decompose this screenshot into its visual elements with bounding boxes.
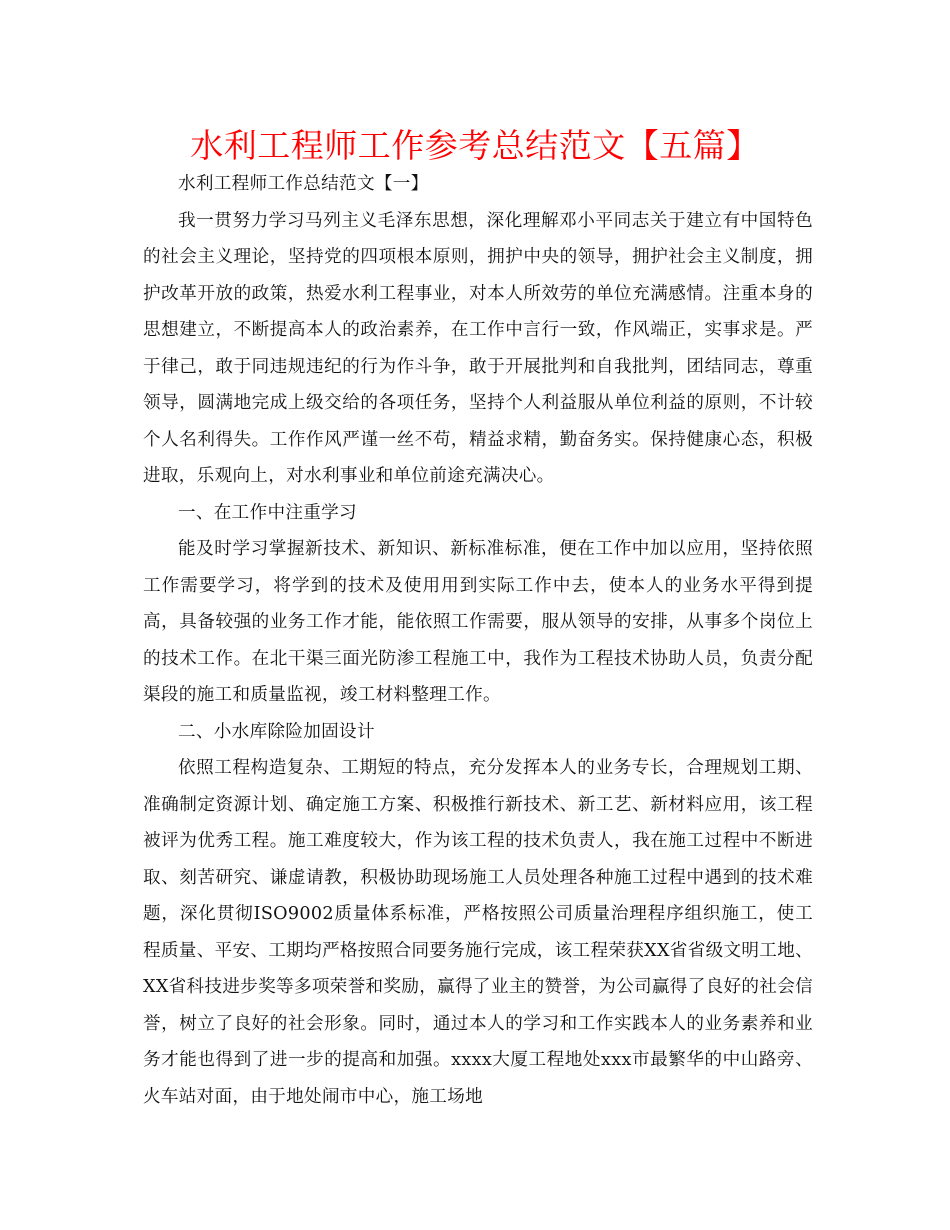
section-heading: 水利工程师工作总结范文【一】 bbox=[178, 174, 429, 194]
document-title: 水利工程师工作参考总结范文【五篇】 bbox=[190, 126, 760, 165]
document-body bbox=[143, 166, 813, 1115]
paragraph: 依照工程构造复杂、工期短的特点，充分发挥本人的业务专长，合理规划工期、准确制定资源计划、确定施工方案、积极推行新技术、新工艺、新材料应用，该工程被评为优秀工程。施工难度较大，作为该工程的技术负责人，我在施工过程中不断进取、刻苦研究、谦虚请教，积极协助现场施工人员处理各种施工过程中遇到的技术难题，深化贯彻ISO9002质量体系标准，严格按照公司质量治理程序组织施工，使工程质量、平安、工期均严格按照合同要务施行完成，该工程荣获XX省省级文明工地、XX省科技进步奖等多项荣誉和奖励，赢得了业主的赞誉，为公司赢得了良好的社会信誉，树立了良好的社会形象。同时，通过本人的学习和工作实践本人的业务素养和业务才能也得到了进一步的提高和加强。xxxx大厦工程地处xxx市最繁华的中山路旁、火车站对面，由于地处闹市中心，施工场地 bbox=[143, 758, 813, 1107]
paragraph: 我一贯努力学习马列主义毛泽东思想，深化理解邓小平同志关于建立有中国特色的社会主义理论，坚持党的四项根本原则，拥护中央的领导，拥护社会主义制度，拥护改革开放的政策，热爱水利工程事业，对本人所效劳的单位充满感情。注重本身的思想建立，不断提高本人的政治素养，在工作中言行一致，作风端正，实事求是。严于律己，敢于同违规违纪的行为作斗争，敢于开展批判和自我批判，团结同志，尊重领导，圆满地完成上级交给的各项任务，坚持个人利益服从单位利益的原则，不计较个人名利得失。工作作风严谨一丝不苟，精益求精，勤奋务实。保持健康心态，积极进取，乐观向上，对水利事业和单位前途充满决心。 bbox=[143, 210, 813, 486]
section-heading: 一、在工作中注重学习 bbox=[178, 502, 357, 523]
section-heading: 二、小水库除险加固设计 bbox=[178, 721, 375, 742]
paragraph: 能及时学习掌握新技术、新知识、新标准标准，便在工作中加以应用，坚持依照工作需要学习，将学到的技术及使用用到实际工作中去，使本人的业务水平得到提高，具备较强的业务工作才能，能依照工作需要，服从领导的安排，从事多个岗位上的技术工作。在北干渠三面光防渗工程施工中，我作为工程技术协助人员，负责分配渠段的施工和质量监视，竣工材料整理工作。 bbox=[143, 539, 813, 705]
